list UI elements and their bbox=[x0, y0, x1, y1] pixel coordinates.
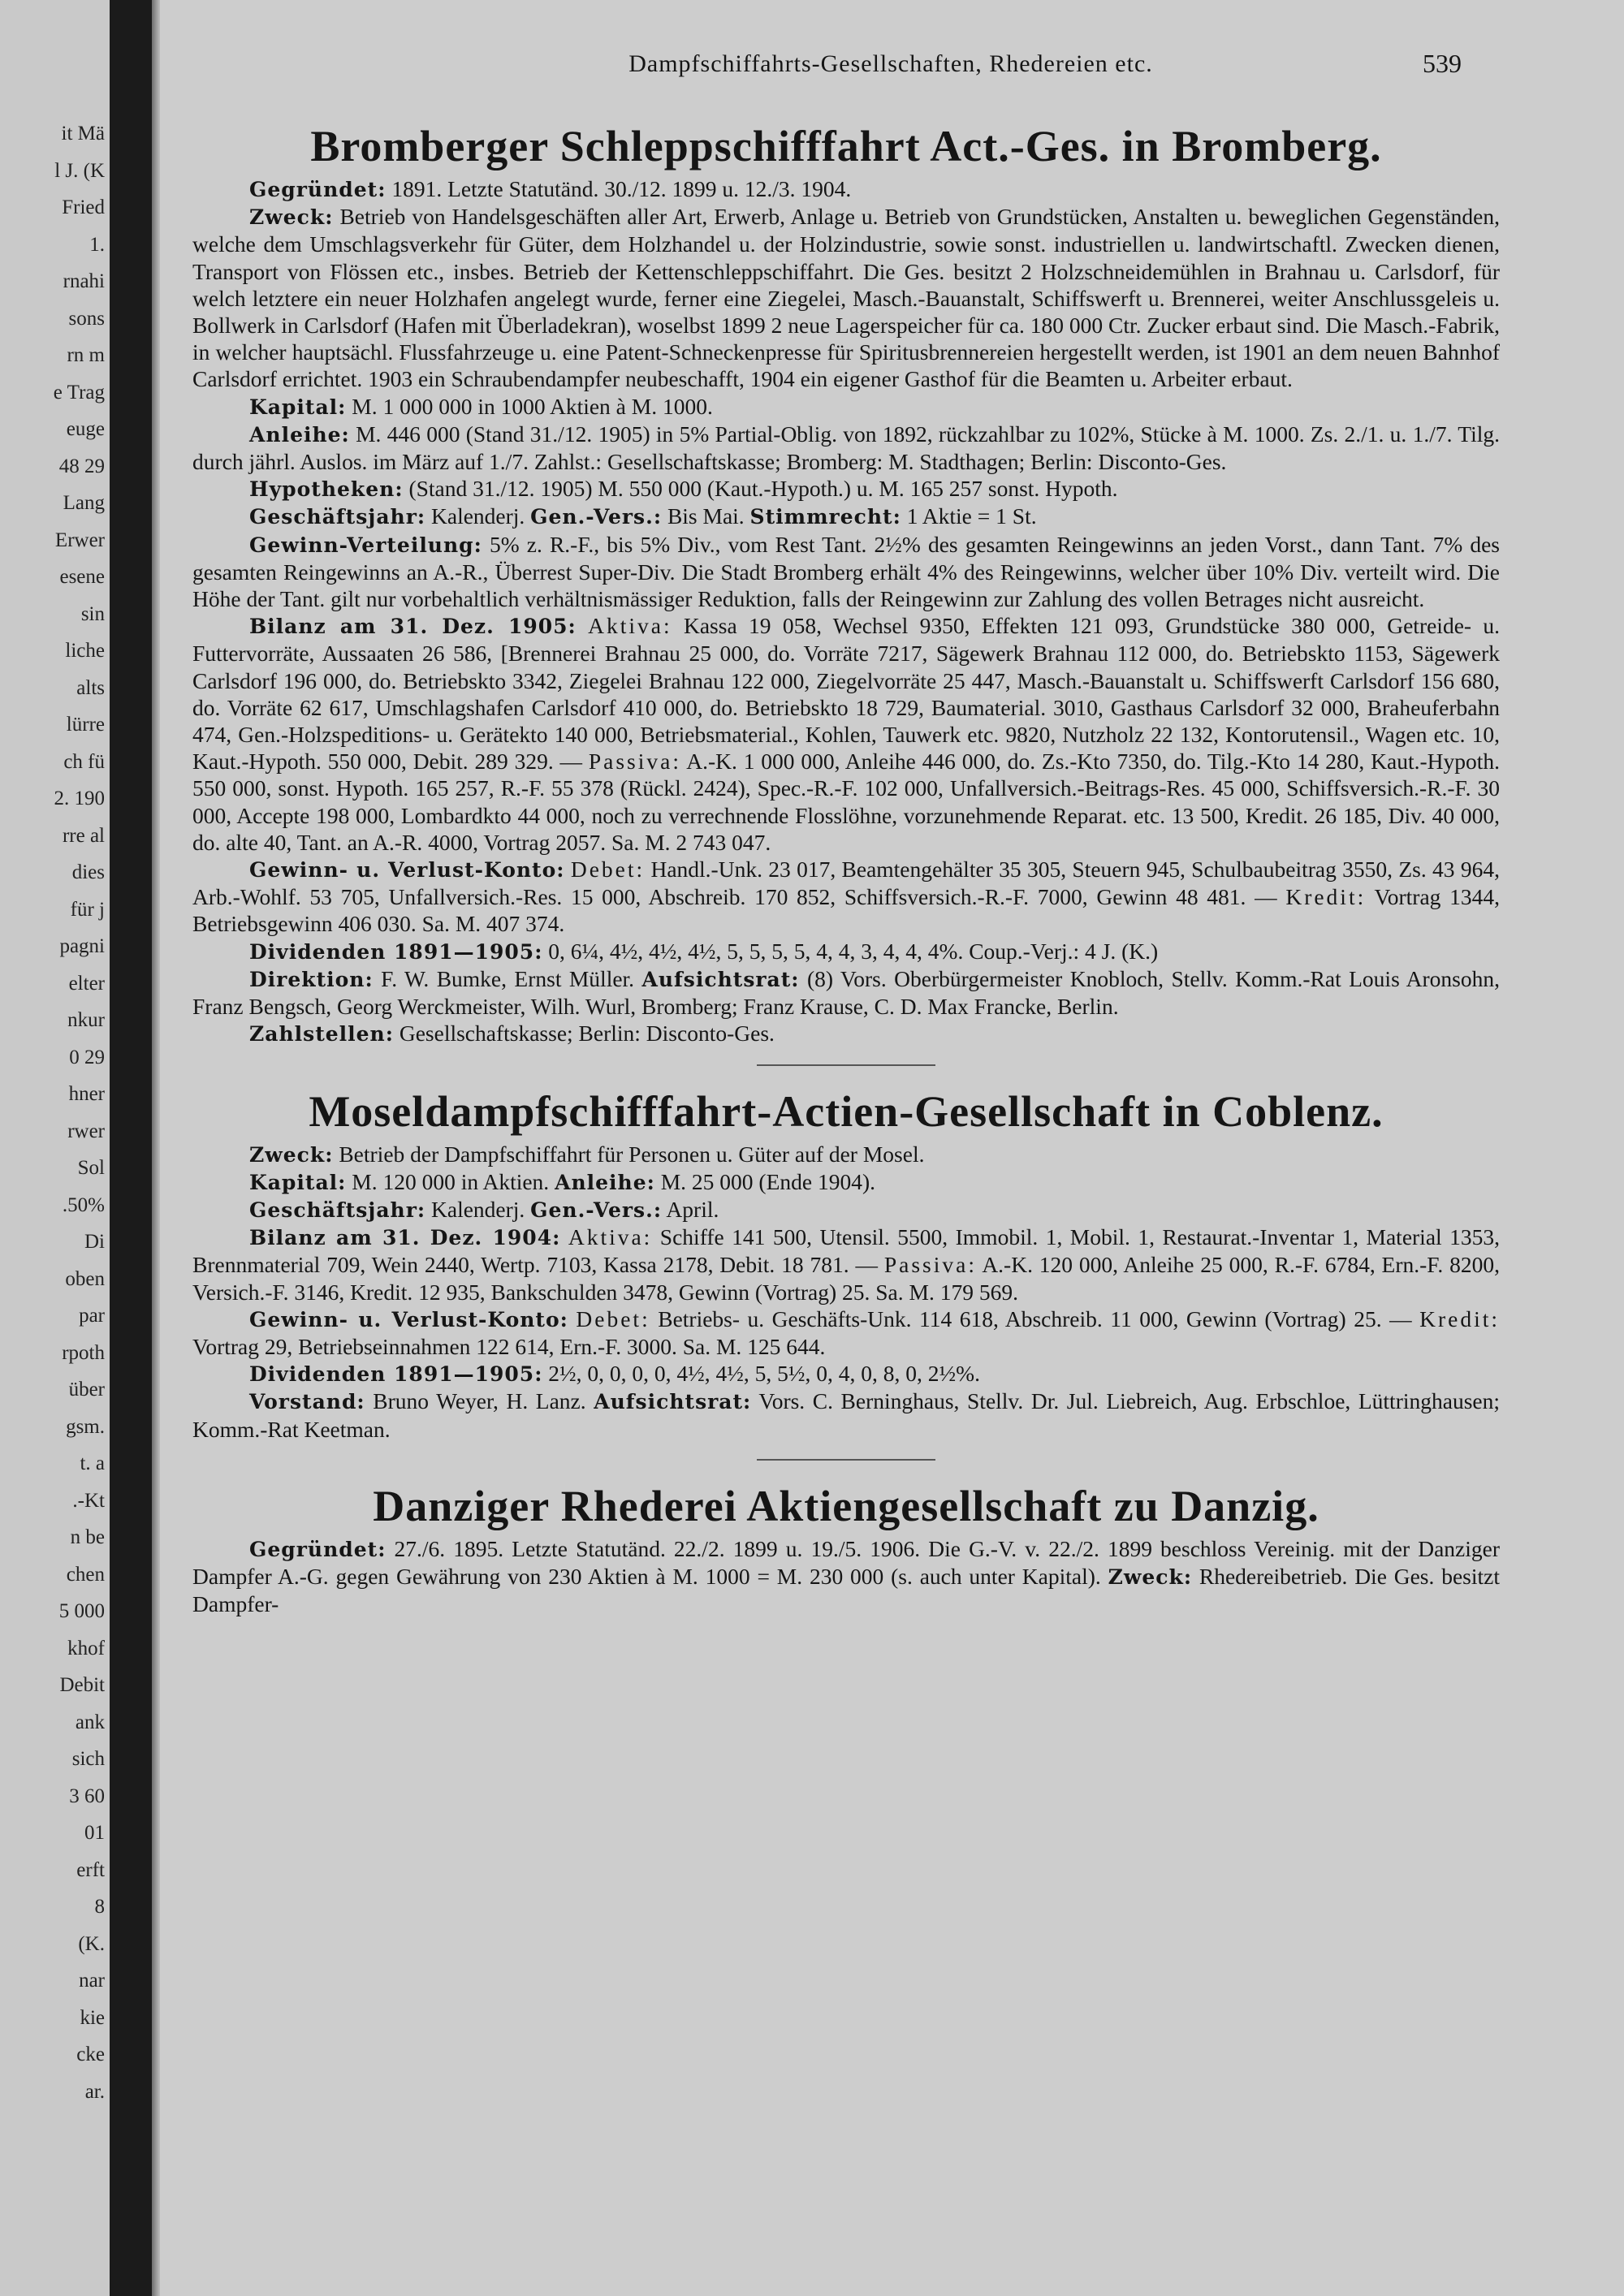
entry-fiscal-year: Geschäftsjahr: Kalenderj. Gen.-Vers.: April. bbox=[249, 1196, 719, 1222]
prev-page-fragment: dies bbox=[71, 861, 105, 883]
prev-page-fragment: e Trag bbox=[53, 381, 105, 404]
prev-page-fragment: it Mä bbox=[61, 123, 105, 145]
document-page bbox=[160, 0, 1624, 2296]
prev-page-fragment: 0 29 bbox=[69, 1046, 105, 1068]
company-body bbox=[192, 1535, 1500, 1618]
company-entry-moseldampf bbox=[192, 1087, 1500, 1443]
entry-balance-sheet: Bilanz am 31. Dez. 1905: Aktiva: Kassa 19 058, Wechsel 9350, Effekten 121 093, Grundstücke 380 000, Getreide- u. Futtervorräte, Aussaaten 26 586, [Brennerei Brahnau 25 000, do. Vorräte 7217, Sägewerk Brahnau 112 000, do. Betriebskto 1153, Sägewerk Carlsdorf 196 000, do. Betriebskto 3342, Ziegelei Brahnau 122 000, Ziegelvorräte 25 447, Masch.-Bauanstalt u. Schiffswerft Carlsdorf 156 680, do. Vorräte 62 617, Umschlagshafen Carlsdorf 410 000, do. Betriebskto 18 729, Baumaterial. 3010, Gasthaus Carlsdorf 32 000, Braheuferbahn 474, Gen.-Holzspeditions- u. Gerätekto 140 000, Betriebsmaterial., Kohlen, Tauwerk etc. 9820, Nutzholz 22 132, Kontorutensil., Wagen etc. 10, Kaut.-Hypoth. 550 000, Debit. 289 329. — Passiva: A.-K. 1 000 000, Anleihe 446 000, do. Zs.-Kto 7350, do. Tilg.-Kto 14 280, Kaut.-Hypoth. 550 000, sonst. Hypoth. 165 257, R.-F. 55 378 (Rückl. 2424), Spec.-R.-F. 102 000, Unfallversich.-Beitrags-Res. 45 000, Schiffsversich.-R.-F. 30 000, Accepte 198 000, Lombardkto 44 000, noch zu verrechnende Flosslöhne, vorzunehmende Reparat. etc. 13 500, Kredit. 26 185, Div. 40 000, do. alte 40, Tant. an A.-R. 4000, Vortrag 2057. Sa. M. 2 743 047. bbox=[192, 613, 1501, 855]
prev-page-fragment: rre al bbox=[62, 824, 105, 847]
prev-page-fragment: 3 60 bbox=[69, 1785, 105, 1807]
company-title: Moseldampfschifffahrt-Actien-Gesellschaft in Coblenz. bbox=[309, 1086, 1384, 1136]
entry-fiscal-year: Geschäftsjahr: Kalenderj. Gen.-Vers.: Bis Mai. Stimmrecht: 1 Aktie = 1 St. bbox=[249, 503, 1037, 529]
prev-page-fragment: Erwer bbox=[54, 529, 105, 551]
prev-page-fragment: sich bbox=[71, 1748, 105, 1770]
entry-balance-sheet: Bilanz am 31. Dez. 1904: Aktiva: Schiffe 141 500, Utensil. 5500, Immobil. 1, Mobil. 1, Restaurat.-Inventar 1, Material 1353, Brennmaterial 709, Wein 2440, Wertp. 7103, Kassa 2178, Debit. 18 781. — Passiva: A.-K. 120 000, Anleihe 25 000, R.-F. 6784, Ern.-F. 8200, Versich.-F. 3146, Kredit. 12 935, Bankschulden 3478, Gewinn (Vortrag) 25. Sa. M. 179 569. bbox=[192, 1224, 1501, 1305]
prev-page-fragment: Di bbox=[84, 1231, 105, 1253]
entry-dividends: Dividenden 1891—1905: 2½, 0, 0, 0, 0, 4½, 4½, 5, 5½, 0, 4, 0, 8, 0, 2½%. bbox=[249, 1361, 980, 1387]
prev-page-fragment: 2. 190 bbox=[54, 788, 105, 809]
section-divider bbox=[757, 1064, 935, 1066]
prev-page-fragment: sons bbox=[68, 307, 105, 330]
page-number: 539 bbox=[1423, 49, 1462, 78]
company-body bbox=[192, 1141, 1500, 1443]
company-body bbox=[192, 175, 1500, 1048]
prev-page-fragment: hner bbox=[68, 1083, 105, 1105]
prev-page-fragment: cke bbox=[76, 2044, 105, 2065]
entry-founded: Gegründet: 1891. Letzte Statutänd. 30./12. 1899 u. 12./3. 1904. bbox=[249, 176, 852, 201]
company-entry-bromberger bbox=[192, 122, 1500, 1617]
prev-page-fragment: erft bbox=[76, 1858, 105, 1881]
prev-page-fragment: oben bbox=[65, 1267, 105, 1290]
company-title: Danziger Rhederei Aktiengesellschaft zu Danzig. bbox=[373, 1481, 1320, 1530]
prev-page-fragment: chen bbox=[66, 1563, 105, 1586]
prev-page-fragment: liche bbox=[65, 640, 105, 662]
prev-page-fragment: für j bbox=[70, 898, 105, 921]
prev-page-fragment: 48 29 bbox=[58, 455, 105, 477]
prev-page-fragment: ar. bbox=[84, 2080, 105, 2103]
company-entry-danziger bbox=[192, 1482, 1500, 1618]
prev-page-fragment: über bbox=[68, 1379, 105, 1400]
prev-page-fragment: ch fü bbox=[63, 750, 105, 773]
entry-capital: Kapital: M. 1 000 000 in 1000 Aktien à M. 1000. bbox=[249, 393, 713, 419]
prev-page-fragment: 01 bbox=[84, 1822, 105, 1844]
section-divider bbox=[757, 1459, 935, 1461]
entry-management: Direktion: F. W. Bumke, Ernst Müller. Aufsichtsrat: (8) Vors. Oberbürgermeister Knobloch, Stellv. Komm.-Rat Louis Aronsohn, Franz Bengsch, Georg Werckmeister, Wilh. Wurl, Bromberg; Franz Krause, C. D. Max Francke, Berlin. bbox=[192, 965, 1500, 1020]
prev-page-fragment: l J. (K bbox=[54, 159, 105, 182]
prev-page-fragment: rnahi bbox=[63, 270, 105, 292]
prev-page-fragment: 8 bbox=[94, 1896, 105, 1918]
prev-page-fragment: esene bbox=[59, 566, 105, 588]
entry-capital: Kapital: M. 120 000 in Aktien. Anleihe: M. 25 000 (Ende 1904). bbox=[249, 1168, 876, 1194]
entry-purpose: Zweck: Betrieb der Dampfschiffahrt für Personen u. Güter auf der Mosel. bbox=[249, 1141, 925, 1167]
entry-dividends: Dividenden 1891—1905: 0, 6¼, 4½, 4½, 4½, 5, 5, 5, 5, 4, 4, 3, 4, 4, 4%. Coup.-Verj.: 4 J. (K.) bbox=[249, 938, 1159, 964]
prev-page-fragment: gsm. bbox=[66, 1415, 105, 1438]
prev-page-fragment: rpoth bbox=[62, 1341, 105, 1364]
prev-page-fragment: Debit bbox=[59, 1674, 105, 1696]
entry-paying-agents: Zahlstellen: Gesellschaftskasse; Berlin: Disconto-Ges. bbox=[249, 1021, 775, 1047]
entry-management: Vorstand: Bruno Weyer, H. Lanz. Aufsichtsrat: Vors. C. Berninghaus, Stellv. Dr. Jul. Liebreich, Aug. Erbschloe, Lüttringhausen; Komm.-Rat Keetman. bbox=[192, 1388, 1500, 1442]
running-header: Dampfschiffahrts-Gesellschaften, Rhedereien etc. bbox=[628, 50, 1153, 77]
page-fold-shadow bbox=[152, 0, 160, 2296]
prev-page-fragment: elter bbox=[68, 972, 105, 995]
entry-profit-distribution: Gewinn-Verteilung: 5% z. R.-F., bis 5% Div., vom Rest Tant. 2½% des gesamten Reingewinns an jeden Vorst., dann Tant. 7% des gesamten Reingewinns an A.-R., Überrest Super-Div. Die Stadt Bromberg erhält 4% des Reingewinns, welcher über 10% Div. verteilt wird. Die Höhe der Tant. gilt nur vorbehaltlich verhältnismässiger Reduktion, falls der Reingewinn zur Zahlung des vollen Betrages nicht ausreicht. bbox=[192, 531, 1500, 612]
prev-page-fragment: nkur bbox=[67, 1009, 105, 1031]
prev-page-fragment: .-Kt bbox=[72, 1489, 105, 1512]
prev-page-fragment: par bbox=[79, 1305, 105, 1327]
prev-page-fragment: khof bbox=[67, 1637, 105, 1659]
prev-page-fragment: ank bbox=[75, 1711, 105, 1733]
prev-page-fragment: nar bbox=[79, 1970, 105, 1992]
company-title: Bromberger Schleppschifffahrt Act.-Ges. in Bromberg. bbox=[310, 122, 1382, 170]
prev-page-fragment: kie bbox=[80, 2006, 105, 2029]
prev-page-fragment: Lang bbox=[63, 492, 105, 514]
previous-page-edge bbox=[0, 0, 110, 2296]
prev-page-fragment: t. a bbox=[80, 1452, 105, 1474]
entry-founded: Gegründet: 27./6. 1895. Letzte Statutänd. 22./2. 1899 u. 19./5. 1906. Die G.-V. v. 22./2. 1899 beschloss Vereinig. mit der Danziger Dampfer A.-G. gegen Gewährung von 230 Aktien à M. 1000 = M. 230 000 (s. auch unter Kapital). Zweck: Rhedereibetrieb. Die Ges. besitzt Dampfer- bbox=[192, 1535, 1500, 1617]
prev-page-fragment: lürre bbox=[66, 714, 105, 736]
prev-page-fragment: n be bbox=[70, 1526, 105, 1548]
prev-page-fragment: 5 000 bbox=[58, 1600, 105, 1622]
prev-page-fragment: 1. bbox=[89, 233, 105, 256]
prev-page-fragment: (K. bbox=[78, 1932, 105, 1955]
prev-page-fragment: Fried bbox=[62, 196, 105, 218]
prev-page-fragment: euge bbox=[66, 418, 105, 440]
prev-page-fragment: rn m bbox=[67, 344, 105, 366]
book-gutter bbox=[110, 0, 152, 2296]
entry-purpose: Zweck: Betrieb von Handelsgeschäften aller Art, Erwerb, Anlage u. Betrieb von Grundstücken, Anstalten u. beweglichen Gegenständen, welche dem Umschlagsverkehr für Güter, dem Holzhandel u. der Holzindustrie, sowie sonst. industriellen u. landwirtschaftl. Zwecken dienen, Transport von Flössen etc., insbes. Betrieb der Kettenschleppschiffahrt. Die Ges. besitzt 2 Holzschneidemühlen in Brahnau u. Carlsdorf, für welch letztere ein neuer Holzhafen angelegt wurde, ferner eine Ziegelei, Masch.-Bauanstalt, Schiffswerft u. Brennerei, weiter Anschlussgeleis u. Bollwerk in Carlsdorf (Hafen mit Überladekran), woselbst 1899 2 neue Lagerspeicher für ca. 180 000 Ctr. Zucker erbaut sind. Die Masch.-Fabrik, in welcher hauptsächl. Flussfahrzeuge u. eine Patent-Schneckenpresse für Spiritusbrennereien hergestellt werden, ist 1901 an dem neuen Bahnhof Carlsdorf errichtet. 1903 ein Schraubendampfer neubeschafft, 1904 ein eigener Gasthof für die Beamten u. Arbeiter erbaut. bbox=[192, 204, 1500, 392]
prev-page-fragment: rwer bbox=[67, 1120, 105, 1142]
entry-loan: Anleihe: M. 446 000 (Stand 31./12. 1905) in 5% Partial-Oblig. von 1892, rückzahlbar zu 102%, Stücke à M. 1000. Zs. 2./1. u. 1./7. Tilg. durch jährl. Auslos. im März auf 1./7. Zahlst.: Gesellschaftskasse; Bromberg: M. Stadthagen; Berlin: Disconto-Ges. bbox=[192, 421, 1500, 475]
prev-page-fragment: sin bbox=[80, 602, 105, 625]
prev-page-fragment: .50% bbox=[62, 1193, 105, 1216]
prev-page-fragment: alts bbox=[76, 676, 105, 699]
entry-profit-loss: Gewinn- u. Verlust-Konto: Debet: Handl.-Unk. 23 017, Beamtengehälter 35 305, Steuern 945, Schulbaubeitrag 3550, Zs. 43 964, Arb.-Wohlf. 53 705, Unfallversich.-Res. 15 000, Abschreib. 170 852, Schiffsversich.-R.-F. 7000, Gewinn 48 481. — Kredit: Vortrag 1344, Betriebsgewinn 406 030. Sa. M. 407 374. bbox=[192, 857, 1501, 937]
prev-page-fragment: pagni bbox=[59, 935, 105, 957]
prev-page-fragment: Sol bbox=[77, 1157, 105, 1179]
entry-mortgages: Hypotheken: (Stand 31./12. 1905) M. 550 000 (Kaut.-Hypoth.) u. M. 165 257 sonst. Hypoth. bbox=[249, 476, 1118, 502]
entry-profit-loss: Gewinn- u. Verlust-Konto: Debet: Betriebs- u. Geschäfts-Unk. 114 618, Abschreib. 11 000, Gewinn (Vortrag) 25. — Kredit: Vortrag 29, Betriebseinnahmen 122 614, Ern.-F. 3000. Sa. M. 125 644. bbox=[192, 1306, 1501, 1359]
